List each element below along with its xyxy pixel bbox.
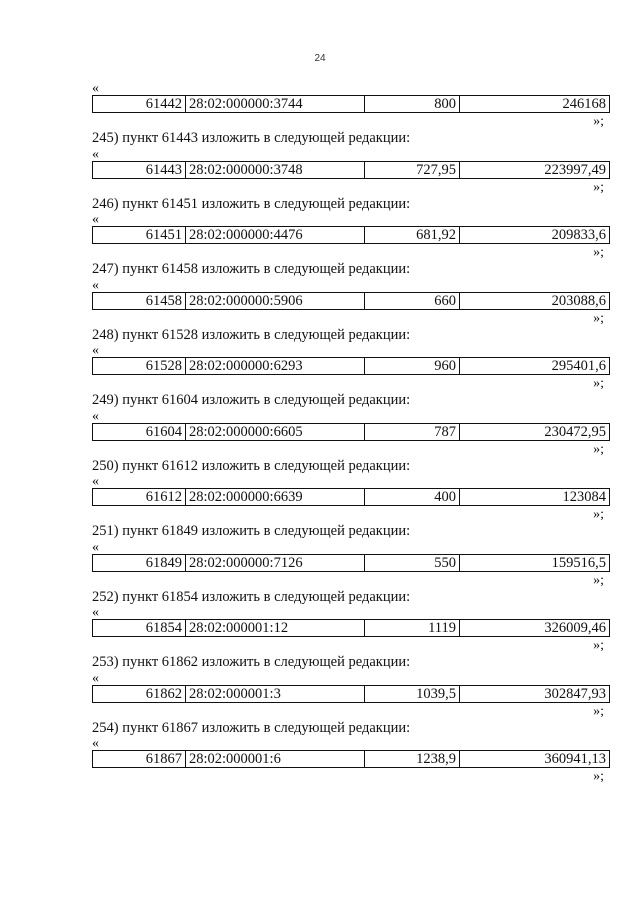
closing-quote: »; [593, 179, 604, 195]
value-cell: 230472,95 [460, 423, 610, 440]
amendment-table [92, 554, 610, 572]
item-number-cell: 61862 [93, 685, 186, 702]
closing-quote: »; [593, 572, 604, 588]
amendment-table [92, 357, 610, 375]
closing-quote: »; [593, 638, 604, 653]
area-cell: 800 [365, 96, 460, 113]
cadastral-number-cell: 28:02:000000:6605 [186, 423, 365, 440]
closing-quote: »; [593, 441, 604, 457]
page-number: 24 [314, 53, 326, 64]
amendment-block [92, 392, 610, 458]
closing-quote: »; [593, 507, 604, 522]
table-row [93, 554, 610, 571]
area-cell: 550 [365, 554, 460, 571]
closing-quote: »; [593, 703, 604, 719]
item-number-cell: 61854 [93, 620, 186, 637]
amendment-block [92, 458, 610, 524]
cadastral-number-cell: 28:02:000000:5906 [186, 292, 365, 309]
opening-quote: « [92, 539, 99, 555]
opening-quote: « [92, 81, 99, 96]
table-row [93, 227, 610, 244]
table-row [93, 423, 610, 440]
closing-quote: »; [593, 114, 604, 129]
area-cell: 681,92 [365, 227, 460, 244]
closing-quote: »; [593, 769, 604, 784]
item-number-cell: 61849 [93, 554, 186, 571]
amendment-heading: 246) пункт 61451 изложить в следующей редакции: [92, 195, 411, 212]
amendment-block [92, 523, 610, 589]
amendment-heading: 252) пункт 61854 изложить в следующей редакции: [92, 588, 411, 605]
document-body [92, 82, 610, 785]
table-row [93, 292, 610, 309]
amendment-table [92, 750, 610, 768]
table-row [93, 161, 610, 178]
amendment-table [92, 685, 610, 703]
amendment-block [92, 130, 610, 196]
table-row [93, 685, 610, 702]
opening-quote: « [92, 474, 99, 489]
area-cell: 660 [365, 292, 460, 309]
cadastral-number-cell: 28:02:000000:3748 [186, 161, 365, 178]
value-cell: 159516,5 [460, 554, 610, 571]
value-cell: 360941,13 [460, 751, 610, 768]
value-cell: 223997,49 [460, 161, 610, 178]
item-number-cell: 61867 [93, 751, 186, 768]
cadastral-number-cell: 28:02:000001:6 [186, 751, 365, 768]
area-cell: 727,95 [365, 161, 460, 178]
value-cell: 123084 [460, 489, 610, 506]
amendment-heading: 247) пункт 61458 изложить в следующей редакции: [92, 261, 411, 277]
area-cell: 400 [365, 489, 460, 506]
value-cell: 209833,6 [460, 227, 610, 244]
item-number-cell: 61612 [93, 489, 186, 506]
amendment-table [92, 95, 610, 113]
item-number-cell: 61443 [93, 161, 186, 178]
amendment-heading: 254) пункт 61867 изложить в следующей редакции: [92, 719, 411, 736]
opening-quote: « [92, 408, 99, 424]
cadastral-number-cell: 28:02:000000:4476 [186, 227, 365, 244]
amendment-table [92, 619, 610, 637]
item-number-cell: 61604 [93, 423, 186, 440]
value-cell: 203088,6 [460, 292, 610, 309]
opening-quote: « [92, 670, 99, 686]
value-cell: 246168 [460, 96, 610, 113]
item-number-cell: 61528 [93, 358, 186, 375]
amendment-table [92, 292, 610, 310]
amendment-table [92, 423, 610, 441]
amendment-block [92, 196, 610, 262]
table-row [93, 96, 610, 113]
amendment-heading: 249) пункт 61604 изложить в следующей редакции: [92, 392, 411, 408]
cadastral-number-cell: 28:02:000001:12 [186, 620, 365, 637]
area-cell: 787 [365, 423, 460, 440]
area-cell: 1238,9 [365, 751, 460, 768]
opening-quote: « [92, 212, 99, 227]
item-number-cell: 61458 [93, 292, 186, 309]
table-row [93, 751, 610, 768]
value-cell: 302847,93 [460, 685, 610, 702]
amendment-block [92, 720, 610, 786]
amendment-block [92, 82, 610, 130]
area-cell: 1039,5 [365, 685, 460, 702]
amendment-block [92, 589, 610, 655]
amendment-block [92, 261, 610, 327]
cadastral-number-cell: 28:02:000001:3 [186, 685, 365, 702]
cadastral-number-cell: 28:02:000000:7126 [186, 554, 365, 571]
opening-quote: « [92, 146, 99, 162]
table-row [93, 489, 610, 506]
closing-quote: »; [593, 310, 604, 326]
opening-quote: « [92, 736, 99, 751]
value-cell: 295401,6 [460, 358, 610, 375]
amendment-block [92, 327, 610, 393]
amendment-heading: 250) пункт 61612 изложить в следующей редакции: [92, 457, 411, 474]
amendment-table [92, 161, 610, 179]
table-row [93, 620, 610, 637]
item-number-cell: 61451 [93, 227, 186, 244]
cadastral-number-cell: 28:02:000000:3744 [186, 96, 365, 113]
amendment-block [92, 654, 610, 720]
cadastral-number-cell: 28:02:000000:6639 [186, 489, 365, 506]
opening-quote: « [92, 605, 99, 620]
area-cell: 960 [365, 358, 460, 375]
amendment-table [92, 488, 610, 506]
item-number-cell: 61442 [93, 96, 186, 113]
opening-quote: « [92, 343, 99, 358]
amendment-heading: 251) пункт 61849 изложить в следующей редакции: [92, 523, 411, 539]
amendment-heading: 253) пункт 61862 изложить в следующей редакции: [92, 654, 411, 670]
area-cell: 1119 [365, 620, 460, 637]
value-cell: 326009,46 [460, 620, 610, 637]
opening-quote: « [92, 277, 99, 293]
table-row [93, 358, 610, 375]
closing-quote: »; [593, 245, 604, 260]
cadastral-number-cell: 28:02:000000:6293 [186, 358, 365, 375]
amendment-table [92, 226, 610, 244]
amendment-heading: 245) пункт 61443 изложить в следующей редакции: [92, 130, 411, 146]
amendment-heading: 248) пункт 61528 изложить в следующей редакции: [92, 326, 411, 343]
closing-quote: »; [593, 376, 604, 391]
